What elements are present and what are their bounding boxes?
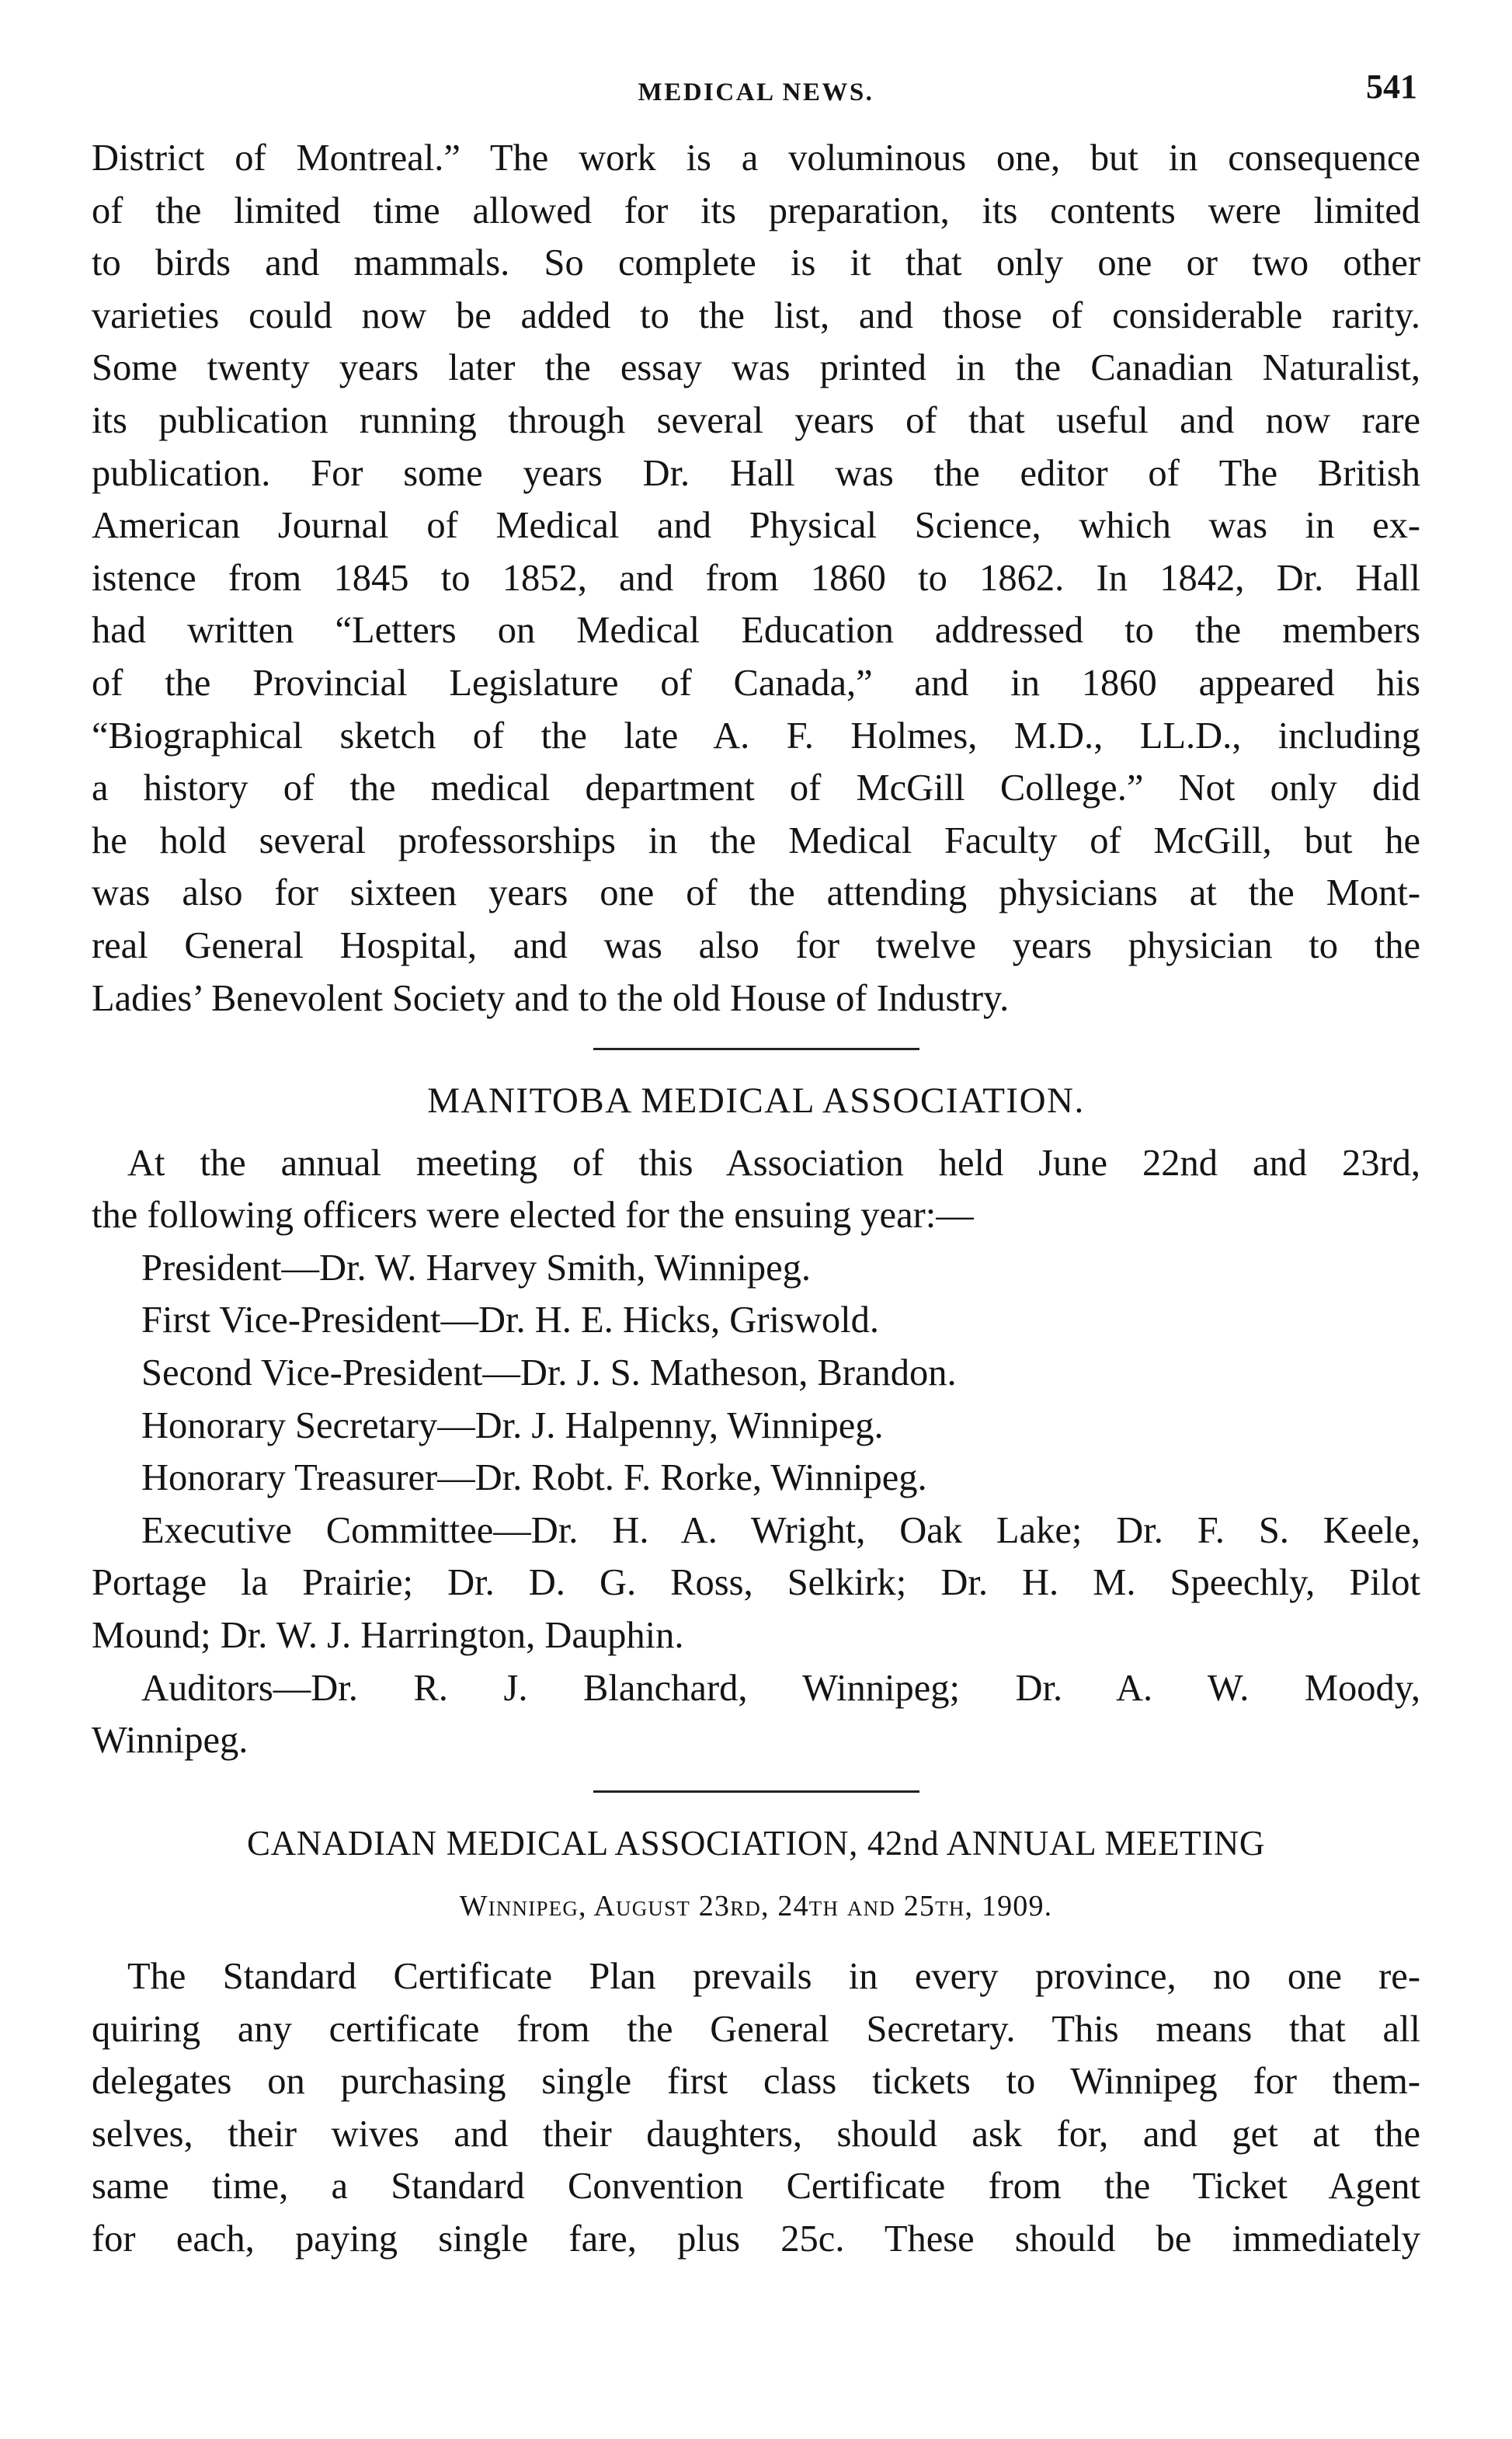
text-line: Some twenty years later the essay was printed in the Canadian Naturalist,: [92, 347, 1420, 389]
text-line: the following officers were elected for the ensuing year:—: [92, 1195, 974, 1237]
text-line: American Journal of Medical and Physical Science, which was in ex-: [92, 505, 1420, 547]
text-line: delegates on purchasing single first class tickets to Winnipeg for them-: [92, 2061, 1420, 2103]
text-line: a history of the medical department of McGill College.” Not only did: [92, 767, 1420, 809]
officer-entry: President—Dr. W. Harvey Smith, Winnipeg.: [141, 1247, 812, 1289]
text-line: At the annual meeting of this Association held June 22nd and 23rd,: [127, 1142, 1420, 1184]
text-line: quiring any certificate from the General Secretary. This means that all: [92, 2008, 1420, 2050]
hall-biography-paragraph: [92, 132, 1420, 1025]
officer-entry: First Vice-President—Dr. H. E. Hicks, Griswold.: [141, 1300, 879, 1341]
meeting-place-date: Winnipeg, August 23rd, 24th and 25th, 1909.: [459, 1890, 1053, 1923]
text-line: of the limited time allowed for its preparation, its contents were limited: [92, 190, 1420, 231]
page-number: 541: [1366, 68, 1417, 106]
text-line: had written “Letters on Medical Education addressed to the members: [92, 610, 1420, 652]
text-line: was also for sixteen years one of the attending physicians at the Mont-: [92, 872, 1420, 914]
officer-entry: Honorary Secretary—Dr. J. Halpenny, Winnipeg.: [141, 1404, 884, 1446]
running-title: MEDICAL NEWS.: [638, 78, 874, 106]
cma-paragraph: [92, 1950, 1420, 2266]
manitoba-heading: MANITOBA MEDICAL ASSOCIATION.: [427, 1080, 1085, 1122]
text-line: he hold several professorships in the Medical Faculty of McGill, but he: [92, 819, 1420, 861]
text-line: same time, a Standard Convention Certificate from the Ticket Agent: [92, 2166, 1420, 2208]
section-divider: [593, 1790, 919, 1793]
text-line: for each, paying single fare, plus 25c. These should be immediately: [92, 2218, 1420, 2260]
officer-entry: Honorary Treasurer—Dr. Robt. F. Rorke, Winnipeg.: [141, 1457, 927, 1499]
executive-committee: [92, 1505, 1420, 1662]
text-line: varieties could now be added to the list, and those of considerable rarity.: [92, 294, 1420, 336]
text-line: real General Hospital, and was also for twelve years physician to the: [92, 924, 1420, 966]
text-line: District of Montreal.” The work is a voluminous one, but in consequence: [92, 137, 1420, 179]
running-head: [92, 61, 1420, 132]
text-line: Ladies’ Benevolent Society and to the old House of Industry.: [92, 977, 1010, 1019]
text-line: publication. For some years Dr. Hall was the editor of The British: [92, 452, 1420, 494]
text-line: of the Provincial Legislature of Canada,” and in 1860 appeared his: [92, 662, 1420, 704]
officer-list: [92, 1242, 1420, 1505]
text-line: Mound; Dr. W. J. Harrington, Dauphin.: [92, 1615, 684, 1657]
officer-entry: Second Vice-President—Dr. J. S. Matheson, Brandon.: [141, 1352, 957, 1394]
text-line: Portage la Prairie; Dr. D. G. Ross, Selkirk; Dr. H. M. Speechly, Pilot: [92, 1562, 1420, 1604]
manitoba-intro: [92, 1137, 1420, 1242]
text-line: Executive Committee—Dr. H. A. Wright, Oak Lake; Dr. F. S. Keele,: [141, 1509, 1420, 1551]
cma-heading: CANADIAN MEDICAL ASSOCIATION, 42nd ANNUAL MEETING: [246, 1823, 1266, 1863]
text-line: selves, their wives and their daughters, should ask for, and get at the: [92, 2113, 1420, 2155]
cma-subheading: [92, 1881, 1420, 1933]
auditors: [92, 1662, 1420, 1767]
text-line: Winnipeg.: [92, 1720, 249, 1762]
text-line: to birds and mammals. So complete is it that only one or two other: [92, 242, 1420, 284]
text-line: istence from 1845 to 1852, and from 1860 to 1862. In 1842, Dr. Hall: [92, 557, 1420, 599]
text-line: The Standard Certificate Plan prevails in every province, no one re-: [127, 1956, 1420, 1997]
text-line: Auditors—Dr. R. J. Blanchard, Winnipeg; Dr. A. W. Moody,: [141, 1667, 1420, 1709]
text-line: “Biographical sketch of the late A. F. Holmes, M.D., LL.D., including: [92, 715, 1420, 757]
text-line: its publication running through several years of that useful and now rare: [92, 399, 1420, 441]
section-divider: [593, 1048, 919, 1050]
